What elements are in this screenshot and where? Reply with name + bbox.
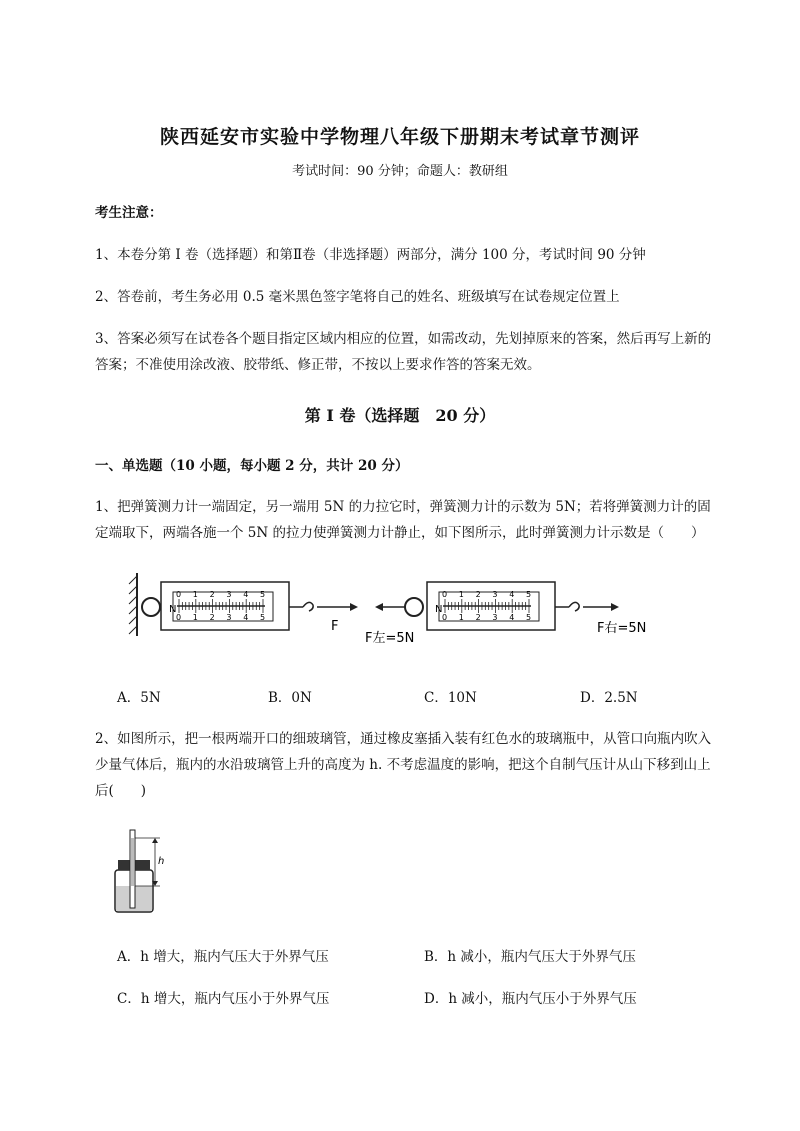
n-label-1: N <box>169 604 177 615</box>
scale-number-bottom: 5 <box>526 613 532 622</box>
scale-number-top: 4 <box>243 590 249 599</box>
scale-number-bottom: 4 <box>243 613 249 622</box>
notice-item-3: 3、答案必须写在试卷各个题目指定区域内相应的位置，如需改动，先划掉原来的答案，然后再写上新的答案；不准使用涂改液、胶带纸、修正带，不按以上要求作答的答案无效。 <box>95 331 712 373</box>
scale-number-top: 2 <box>209 590 215 599</box>
scale-number-top: 2 <box>475 590 481 599</box>
scale-number-top: 5 <box>526 590 532 599</box>
scale-number-top: 0 <box>442 590 448 599</box>
height-label: h <box>158 856 165 867</box>
hook-2 <box>555 602 579 611</box>
force-label-left: F左=5N <box>365 631 415 646</box>
q2-option-c[interactable]: C．h 增大，瓶内气压小于外界气压 <box>117 991 330 1007</box>
q2-option-a[interactable]: A．h 增大，瓶内气压大于外界气压 <box>117 949 329 965</box>
scale-number-bottom: 0 <box>176 613 182 622</box>
notice-heading: 考生注意： <box>95 205 163 221</box>
notice-item-2: 2、答卷前，考生务必用 0.5 毫米黑色签字笔将自己的姓名、班级填写在试卷规定位置上 <box>95 289 620 305</box>
scale-number-bottom: 5 <box>260 613 266 622</box>
question-2-stem: 2、如图所示，把一根两端开口的细玻璃管，通过橡皮塞插入装有红色水的玻璃瓶中，从管口向瓶内吹入少量气体后，瓶内的水沿玻璃管上升的高度为 h. 不考虑温度的影响，把这个自制气压计从山下移到山上后( ) <box>95 731 712 799</box>
hook-1 <box>289 602 313 611</box>
force-arrow-left <box>375 603 383 611</box>
part-heading: 一、单选题（10 小题，每小题 2 分，共计 20 分） <box>95 458 409 474</box>
exam-info: 考试时间：90 分钟；命题人：教研组 <box>292 164 508 179</box>
scale-number-bottom: 2 <box>475 613 481 622</box>
left-ring-2 <box>405 598 423 616</box>
notice-item-1: 1、本卷分第 I 卷（选择题）和第Ⅱ卷（非选择题）两部分，满分 100 分，考试时间 90 分钟 <box>95 247 646 263</box>
scale-number-bottom: 4 <box>509 613 515 622</box>
left-ring-1 <box>142 598 160 616</box>
q1-option-d[interactable]: D．2.5N <box>580 690 638 706</box>
scale-number-top: 4 <box>509 590 515 599</box>
scale-number-bottom: 1 <box>192 613 198 622</box>
q1-option-c[interactable]: C．10N <box>424 690 477 706</box>
scale-number-bottom: 3 <box>492 613 498 622</box>
scale-number-top: 1 <box>458 590 464 599</box>
force-arrow-right <box>611 603 619 611</box>
scale-number-top: 3 <box>226 590 232 599</box>
q2-option-b[interactable]: B．h 减小，瓶内气压大于外界气压 <box>424 949 636 965</box>
section-title: 第 I 卷（选择题 20 分） <box>304 406 496 425</box>
scale-number-top: 1 <box>192 590 198 599</box>
q1-option-a[interactable]: A．5N <box>117 690 161 706</box>
wall <box>129 573 137 636</box>
n-label-2: N <box>435 604 443 615</box>
question-1-stem: 1、把弹簧测力计一端固定，另一端用 5N 的力拉它时，弹簧测力计的示数为 5N；若将弹簧测力计的固定端取下，两端各施一个 5N 的拉力使弹簧测力计静止，如下图所示，此时弹簧测力计示数是（ ） <box>95 499 711 541</box>
q1-option-b[interactable]: B．0N <box>268 690 312 706</box>
scale-number-top: 0 <box>176 590 182 599</box>
scale-number-bottom: 3 <box>226 613 232 622</box>
scale-number-top: 3 <box>492 590 498 599</box>
force-label-f: F <box>331 619 339 634</box>
scale-number-bottom: 2 <box>209 613 215 622</box>
force-arrow-1 <box>350 603 358 611</box>
scale-number-top: 5 <box>260 590 266 599</box>
page-title: 陕西延安市实验中学物理八年级下册期末考试章节测评 <box>159 126 640 148</box>
scale-number-bottom: 1 <box>458 613 464 622</box>
scale-number-bottom: 0 <box>442 613 448 622</box>
q2-option-d[interactable]: D．h 减小，瓶内气压小于外界气压 <box>424 991 637 1007</box>
spring-scale-figure <box>125 568 665 653</box>
force-label-right: F右=5N <box>597 621 647 636</box>
barometer-figure <box>108 826 178 918</box>
